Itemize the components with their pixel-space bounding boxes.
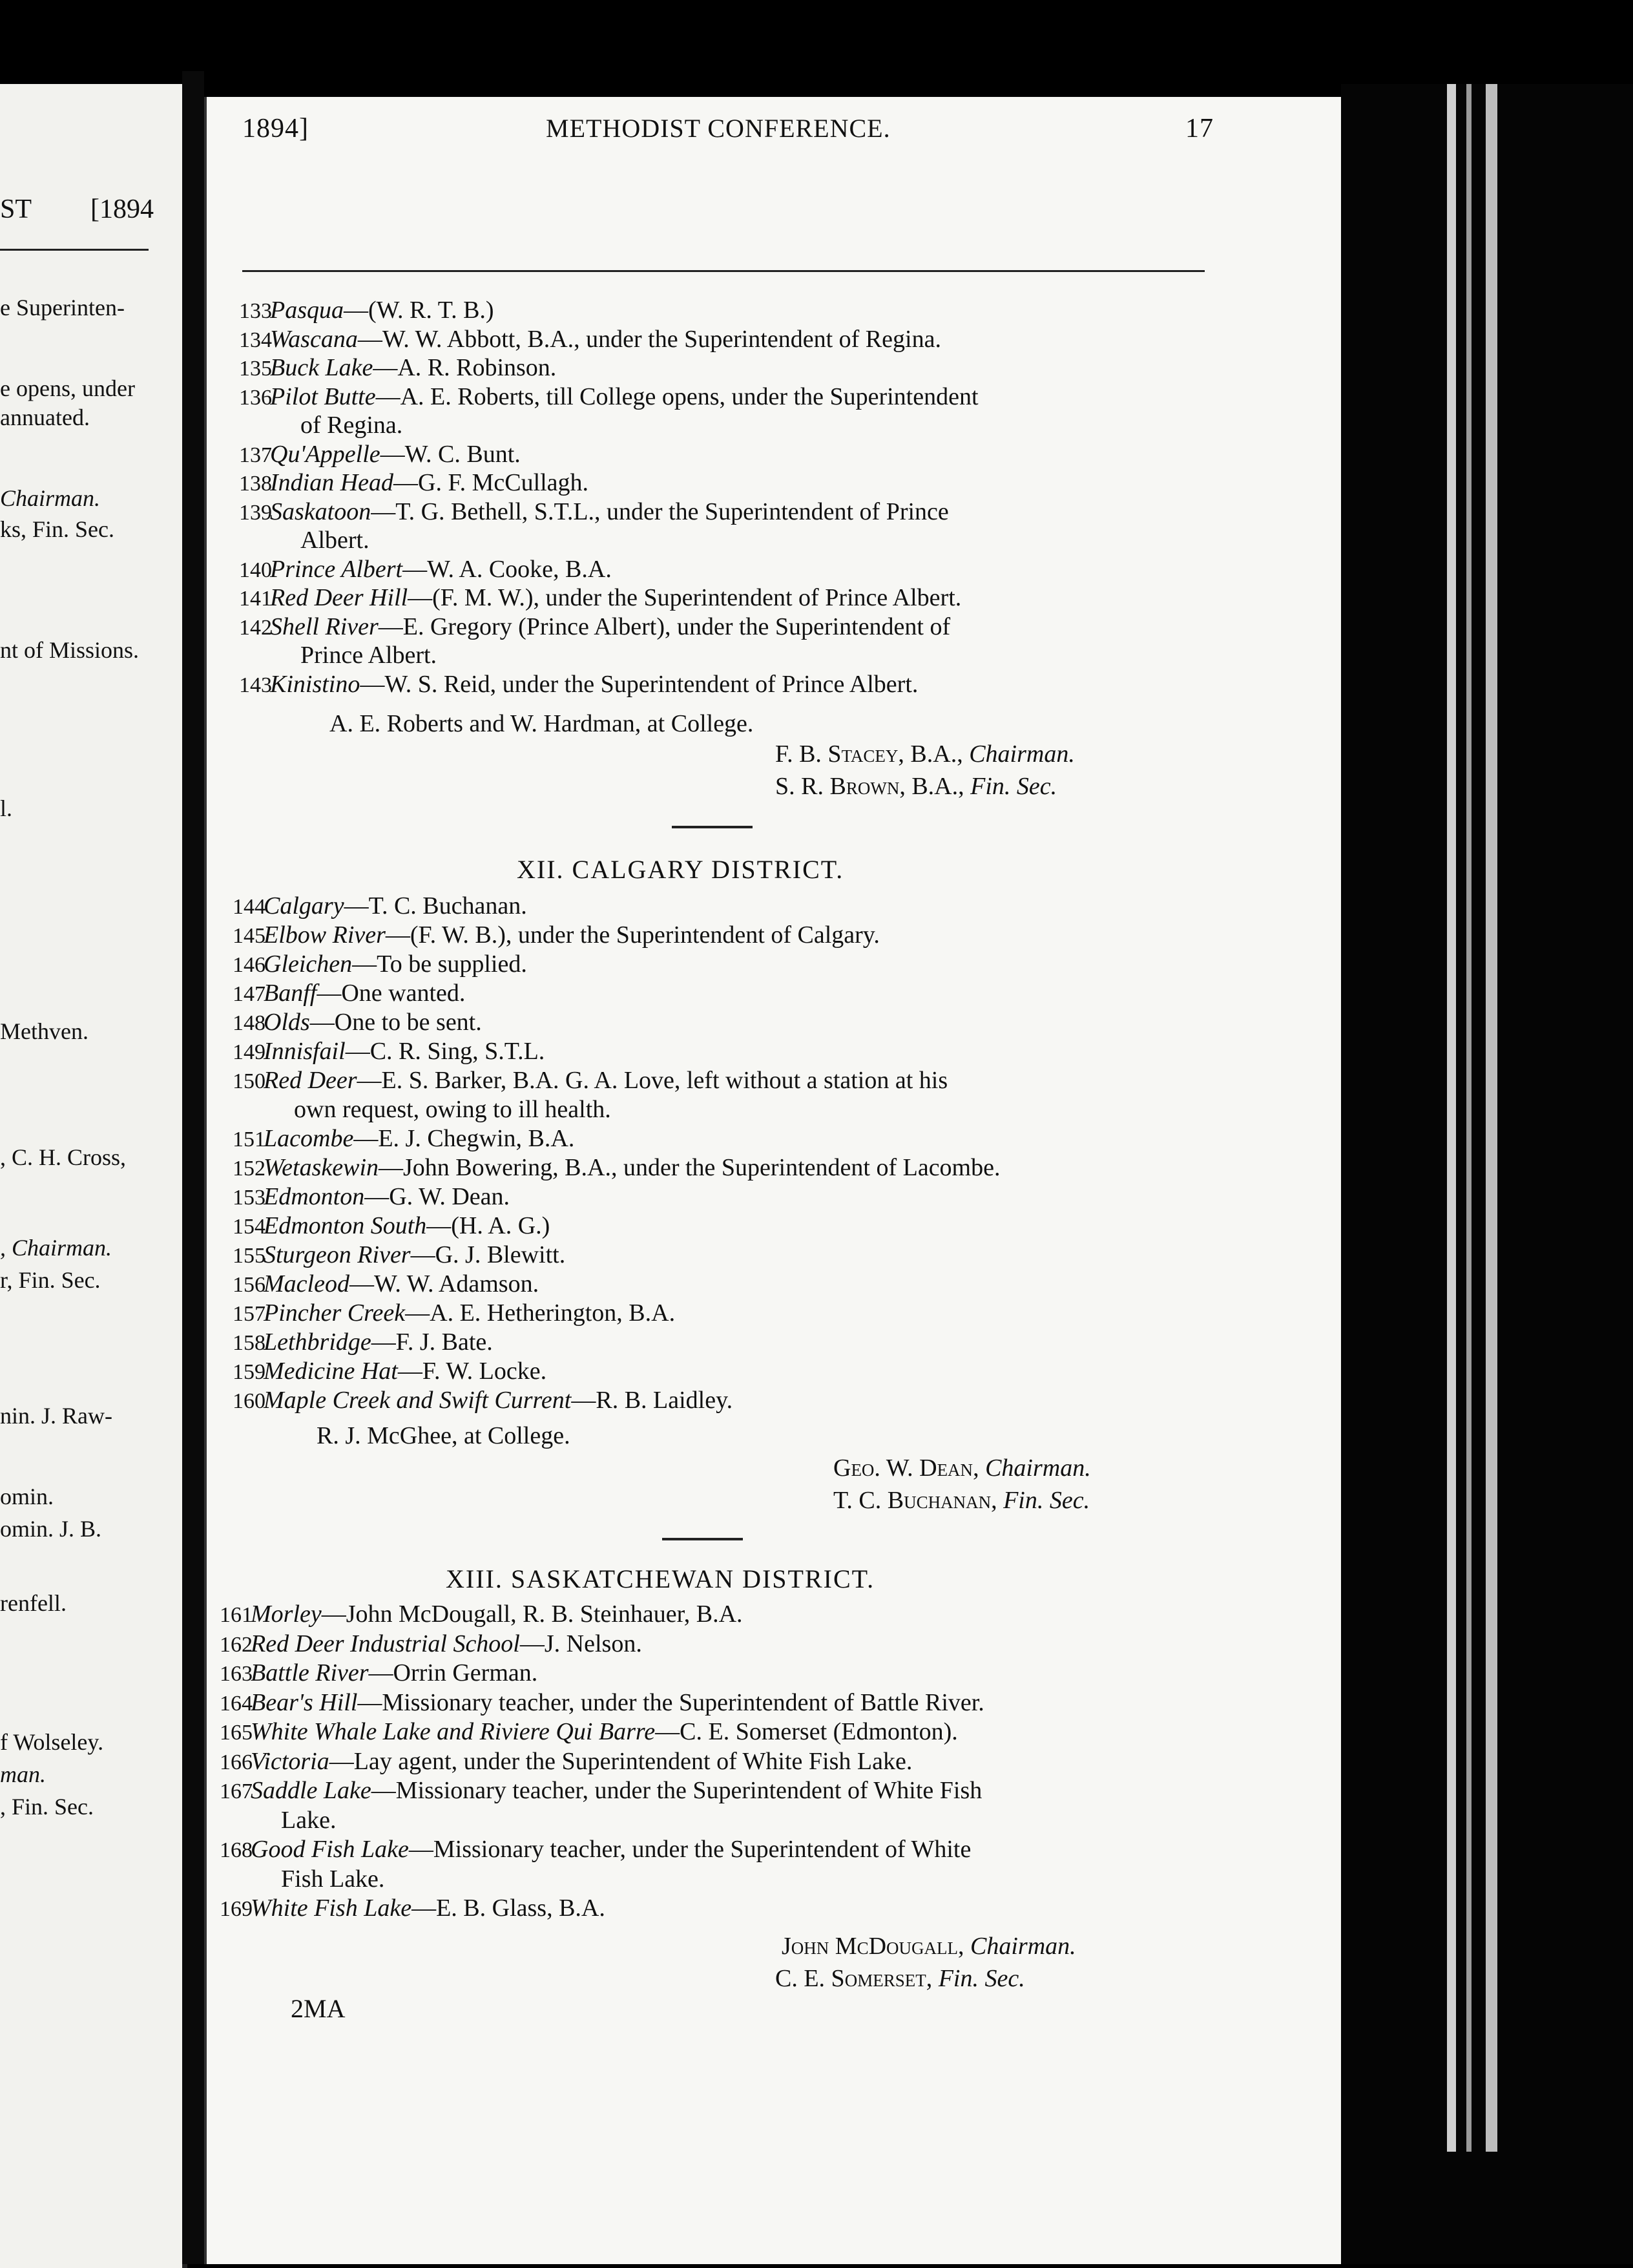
entry-place: Victoria [251,1747,329,1775]
appointment-entry [233,1270,539,1299]
entry-text: —John Bowering, B.A., under the Superintendent of Lacombe. [379,1154,1001,1181]
entry-place: Indian Head [270,469,394,496]
entry-text: —W. A. Cooke, B.A. [402,555,612,583]
appointment-entry [233,1037,545,1067]
chairman-degree: , B.A., [898,740,970,768]
appointment-entry [233,950,527,980]
appointment-entry [220,1894,605,1924]
entry-text: —(F. M. W.), under the Superintendent of Prince Albert. [408,584,962,611]
entry-text: —One to be sent. [309,1009,482,1036]
college-note: A. E. Roberts and W. Hardman, at College. [329,710,754,737]
appointment-entry [233,1008,482,1038]
entry-text: —W. S. Reid, under the Superintendent of Prince Albert. [360,670,919,698]
entry-text: —G. J. Blewitt. [410,1241,566,1268]
entry-place: Elbow River [264,921,386,949]
entry-text: —R. B. Laidley. [571,1387,733,1414]
entry-place: Wetaskewin [264,1154,379,1181]
entry-text: —E. J. Chegwin, B.A. [353,1125,575,1152]
entry-place: Gleichen [264,950,353,978]
entry-number: 143 [239,673,272,697]
appointment-entry [239,383,979,412]
entry-text: —Lay agent, under the Superintendent of White Fish Lake. [329,1747,913,1775]
left-line: annuated. [0,404,90,430]
left-page-head-left: ST [0,194,32,224]
entry-text: —(W. R. T. B.) [344,297,494,324]
chairman-name: F. B. Stacey [775,740,899,768]
district-title: XII. CALGARY DISTRICT. [517,855,844,884]
entry-place: Battle River [251,1659,369,1686]
entry-text: —John McDougall, R. B. Steinhauer, B.A. [321,1601,743,1628]
left-page-rule [0,249,149,251]
chairman-line [782,1932,1076,1960]
finsec-line [775,1964,1025,1993]
entry-number: 156 [233,1273,265,1297]
entry-number: 135 [239,357,272,381]
entry-text: —A. E. Hetherington, B.A. [405,1299,676,1327]
chairman-separator: , [973,1454,986,1482]
page-edge-stripe [1486,84,1497,2152]
finsec-degree: , B.A., [899,773,971,800]
finsec-title: Fin. Sec. [1003,1487,1090,1514]
entry-number: 141 [239,587,272,611]
appointment-entry [239,468,588,498]
left-page [0,84,187,2268]
left-line: e opens, under [0,375,135,401]
entry-number: 154 [233,1215,265,1239]
entry-number: 165 [220,1721,253,1745]
finsec-title: Fin. Sec. [970,773,1057,800]
page-edge-stripe [1447,84,1456,2152]
left-line: r, Fin. Sec. [0,1267,101,1293]
appointment-entry [220,1659,537,1688]
appointment-entry [300,411,402,439]
entry-number: 163 [220,1662,253,1686]
entry-number: 147 [233,982,265,1006]
entry-text: —E. Gregory (Prince Albert), under the Superintendent of [378,613,951,640]
entry-place: Lethbridge [264,1328,371,1356]
entry-place: Red Deer Hill [270,584,408,611]
entry-text: —Missionary teacher, under the Superintendent of Battle River. [357,1688,984,1716]
entry-place: Maple Creek and Swift Current [264,1387,572,1414]
entry-place: Olds [264,1009,310,1036]
entry-place: Red Deer Industrial School [251,1630,520,1657]
left-line: e Superinten- [0,295,125,320]
appointment-entry [233,921,880,950]
entry-place: Bear's Hill [251,1688,358,1716]
left-line: , Fin. Sec. [0,1794,94,1820]
entry-number: 161 [220,1603,253,1627]
section-divider [672,826,753,828]
entry-number: 158 [233,1331,265,1355]
entry-text: —One wanted. [317,980,466,1007]
appointment-entry [220,1600,743,1630]
appointment-entry [233,1182,510,1212]
entry-number: 166 [220,1750,253,1774]
entry-number: 137 [239,443,272,467]
entry-place: Innisfail [264,1038,346,1065]
running-head-title: METHODIST CONFERENCE. [546,114,891,143]
entry-text: —F. J. Bate. [371,1328,493,1356]
chairman-separator: , [958,1933,971,1960]
appointment-entry [239,498,949,527]
entry-place: Pilot Butte [270,383,376,410]
appointment-entry [233,1241,565,1270]
chairman-title: Chairman. [970,1933,1076,1960]
book-spine [182,71,204,2264]
finsec-line [775,772,1057,801]
entry-place: Kinistino [270,670,360,698]
appointment-entry [233,1124,574,1154]
entry-text: —C. E. Somerset (Edmonton). [655,1718,958,1745]
entry-text: —C. R. Sing, S.T.L. [345,1038,545,1065]
finsec-name: T. C. Buchanan [833,1487,992,1514]
entry-text: —W. W. Abbott, B.A., under the Superintendent of Regina. [357,325,941,353]
entry-text: —Missionary teacher, under the Superintendent of White [408,1836,972,1863]
appointment-entry [220,1688,984,1718]
chairman-title: Chairman. [969,740,1075,768]
entry-text: Fish Lake. [281,1865,385,1893]
entry-text: —Missionary teacher, under the Superintendent of White Fish [371,1777,983,1804]
appointment-entry [220,1776,982,1806]
entry-text: —A. R. Robinson. [373,354,557,381]
entry-text: —A. E. Roberts, till College opens, under the Superintendent [375,383,979,410]
entry-text: —E. B. Glass, B.A. [411,1895,605,1922]
finsec-title: Fin. Sec. [938,1965,1025,1992]
section-divider [662,1538,743,1540]
chairman-line [833,1454,1091,1482]
entry-place: Lacombe [264,1125,354,1152]
appointment-entry [300,641,437,669]
entry-text: —Orrin German. [368,1659,538,1686]
entry-text: —E. S. Barker, B.A. G. A. Love, left without a station at his [357,1067,948,1094]
entry-number: 167 [220,1780,253,1803]
signature-mark: 2MA [291,1994,346,2023]
entry-place: Saskatoon [270,498,371,525]
appointment-entry [300,526,369,554]
entry-number: 164 [220,1691,253,1716]
entry-number: 149 [233,1040,265,1064]
entry-text: Albert. [300,527,369,554]
entry-number: 151 [233,1128,265,1151]
appointment-entry [239,583,961,613]
entry-number: 139 [239,500,272,525]
page-number: 17 [1185,114,1214,143]
finsec-name: S. R. Brown [775,773,900,800]
entry-text: —W. C. Bunt. [380,440,521,468]
left-line: nin. J. Raw- [0,1403,112,1429]
appointment-entry [233,1299,675,1328]
left-line: , Chairman. [0,1235,112,1261]
entry-number: 150 [233,1069,265,1093]
appointment-entry [233,979,465,1009]
appointment-entry [239,440,521,470]
appointment-entry [239,555,612,585]
left-line: f Wolseley. [0,1729,104,1755]
entry-text: —(H. A. G.) [426,1212,550,1239]
appointment-entry [239,325,941,355]
entry-number: 145 [233,924,265,948]
entry-number: 153 [233,1186,265,1210]
entry-number: 157 [233,1302,265,1326]
entry-text: —G. W. Dean. [364,1183,510,1210]
finsec-line [833,1486,1090,1515]
entry-place: Pincher Creek [264,1299,406,1327]
left-page-head-right: [1894 [90,194,154,224]
entry-place: Pasqua [270,297,344,324]
entry-place: Sturgeon River [264,1241,411,1268]
chairman-title: Chairman. [985,1454,1091,1482]
entry-place: Banff [264,980,317,1007]
appointment-entry [239,296,494,326]
entry-place: Prince Albert [270,555,403,583]
entry-number: 162 [220,1632,253,1657]
finsec-name: C. E. Somerset [775,1965,926,1992]
entry-number: 169 [220,1897,253,1921]
left-line: omin. [0,1484,54,1509]
entry-text: of Regina. [300,412,403,439]
entry-number: 133 [239,299,272,323]
entry-number: 160 [233,1389,265,1413]
entry-place: Good Fish Lake [251,1836,409,1863]
entry-text: Prince Albert. [300,642,437,669]
entry-text: own request, owing to ill health. [294,1096,611,1123]
entry-place: Morley [251,1601,322,1628]
header-rule [242,270,1205,272]
entry-place: Wascana [270,325,358,353]
appointment-entry [281,1806,336,1834]
appointment-entry [233,892,527,921]
left-line: man. [0,1761,46,1787]
entry-text: —(F. W. B.), under the Superintendent of Calgary. [385,921,880,949]
left-line: renfell. [0,1590,67,1616]
entry-place: White Whale Lake and Riviere Qui Barre [251,1718,656,1745]
left-line: , C. H. Cross, [0,1144,127,1170]
entry-number: 138 [239,472,272,496]
district-title: XIII. SASKATCHEWAN DISTRICT. [446,1564,875,1593]
entry-place: Shell River [270,613,379,640]
left-line: l. [0,795,13,821]
college-note: R. J. McGhee, at College. [317,1422,570,1449]
entry-text: Lake. [281,1806,337,1834]
chairman-name: Geo. W. Dean [833,1454,973,1482]
left-line: omin. J. B. [0,1516,102,1542]
chairman-name: John McDougall [782,1933,959,1960]
left-line: ks, Fin. Sec. [0,516,115,542]
finsec-separator: , [991,1487,1004,1514]
appointment-entry [220,1717,958,1747]
appointment-entry [220,1747,912,1777]
entry-number: 155 [233,1244,265,1268]
finsec-separator: , [926,1965,939,1992]
left-line: Methven. [0,1018,88,1044]
appointment-entry [233,1357,546,1387]
entry-text: —J. Nelson. [519,1630,642,1657]
entry-number: 146 [233,953,265,977]
appointment-entry [281,1865,384,1893]
appointment-entry [233,1212,550,1241]
entry-place: White Fish Lake [251,1895,412,1922]
entry-number: 148 [233,1011,265,1035]
appointment-entry [294,1095,611,1124]
appointment-entry [239,353,556,383]
entry-place: Saddle Lake [251,1777,371,1804]
entry-place: Edmonton South [264,1212,427,1239]
page-edge-stripe [1466,84,1472,2152]
appointment-entry [233,1386,733,1416]
entry-text: —W. W. Adamson. [349,1270,539,1297]
entry-place: Qu'Appelle [270,440,380,468]
entry-number: 136 [239,385,272,410]
appointment-entry [233,1066,948,1096]
appointment-entry [233,1153,1000,1183]
entry-place: Macleod [264,1270,349,1297]
appointment-entry [239,670,918,700]
entry-number: 142 [239,615,272,640]
entry-place: Medicine Hat [264,1358,398,1385]
entry-place: Edmonton [264,1183,365,1210]
entry-number: 168 [220,1838,253,1862]
left-line: Chairman. [0,485,101,511]
appointment-entry [233,1328,493,1358]
entry-number: 144 [233,895,265,919]
appointment-entry [220,1835,971,1865]
entry-place: Red Deer [264,1067,357,1094]
entry-text: —To be supplied. [352,950,527,978]
running-head-year: 1894] [242,114,309,143]
entry-number: 140 [239,558,272,582]
entry-text: —F. W. Locke. [397,1358,547,1385]
entry-number: 152 [233,1157,265,1181]
entry-text: —T. G. Bethell, S.T.L., under the Superintendent of Prince [371,498,949,525]
entry-text: —G. F. McCullagh. [393,469,589,496]
chairman-line [775,740,1075,768]
appointment-entry [220,1630,642,1659]
entry-text: —T. C. Buchanan. [344,892,527,919]
entry-place: Buck Lake [270,354,373,381]
entry-number: 159 [233,1360,265,1384]
entry-number: 134 [239,328,272,352]
entry-place: Calgary [264,892,344,919]
appointment-entry [239,613,950,642]
left-line: nt of Missions. [0,637,140,663]
